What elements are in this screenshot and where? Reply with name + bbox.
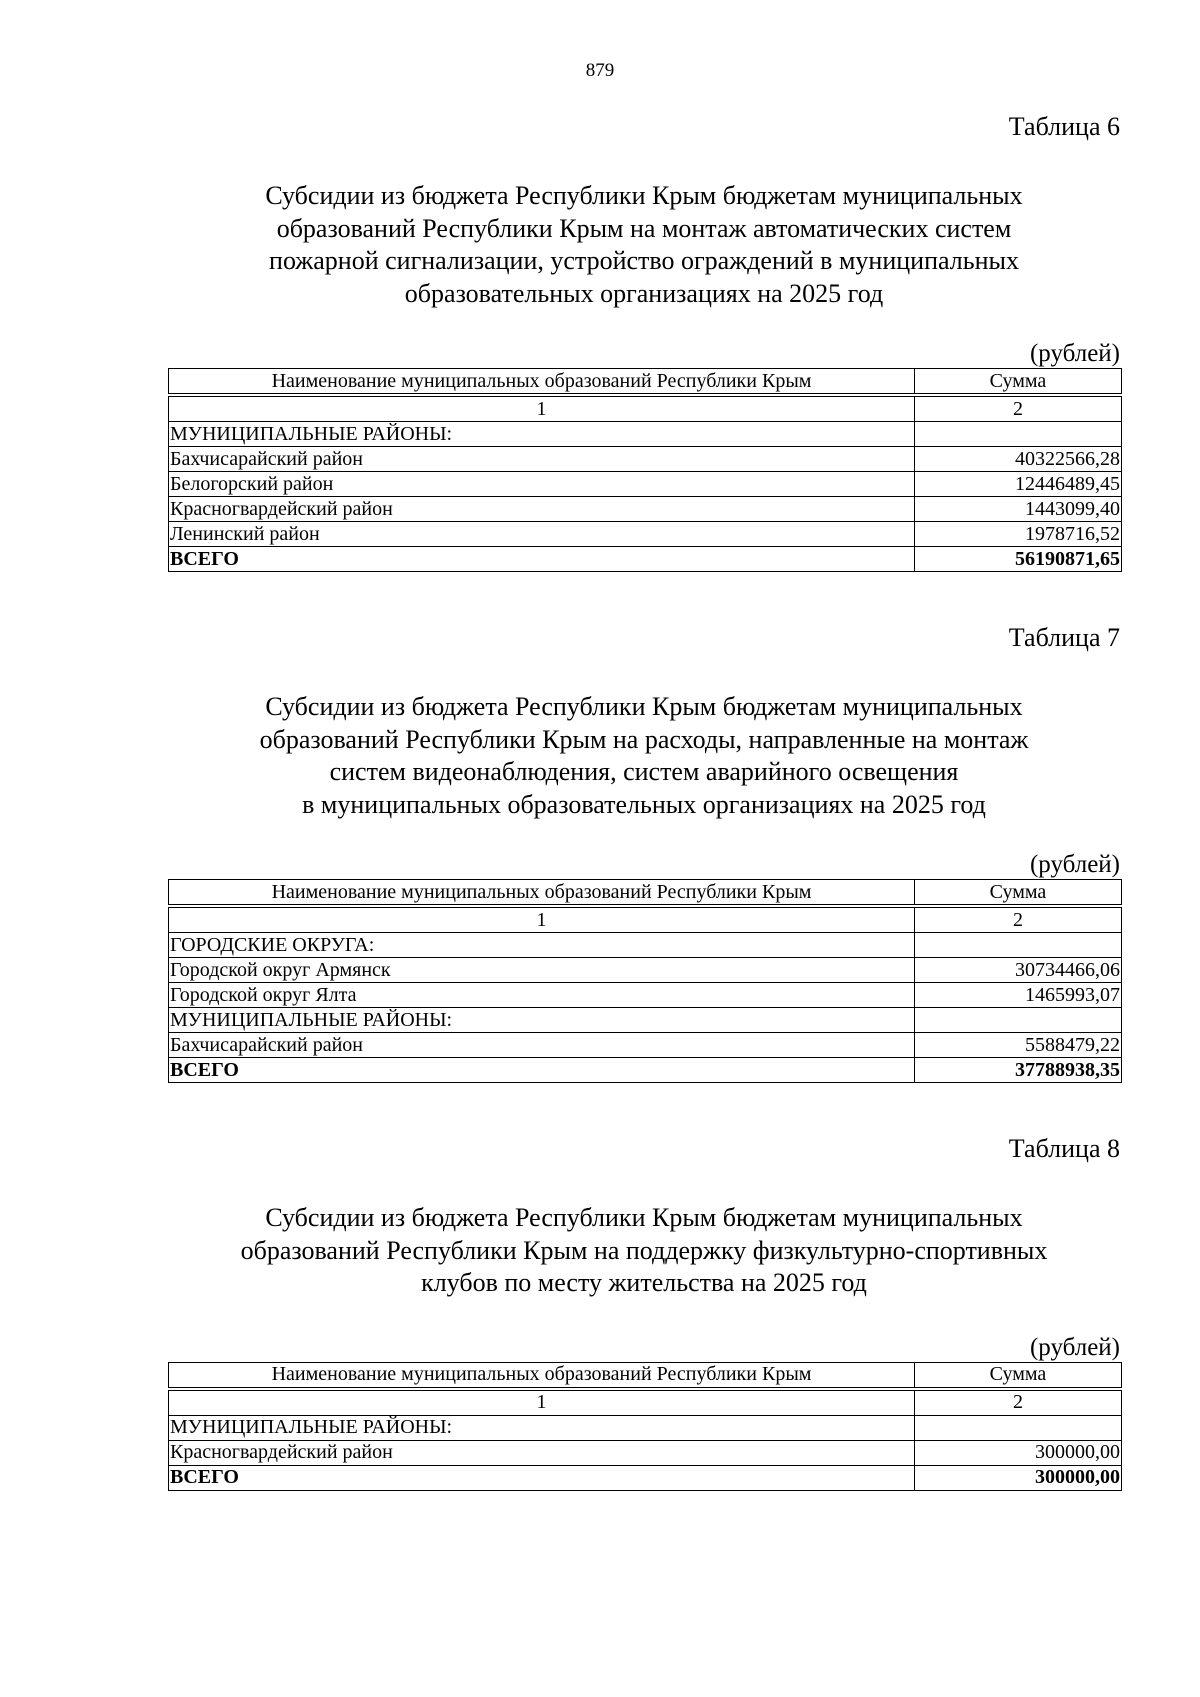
row-sum: 1465993,07: [915, 983, 1122, 1008]
unit-label: (рублей): [1029, 1333, 1120, 1361]
row-name: МУНИЦИПАЛЬНЫЕ РАЙОНЫ:: [169, 1415, 915, 1440]
data-table: [168, 1362, 1122, 1491]
table-row: [169, 958, 1122, 983]
column-number: 2: [915, 908, 1122, 933]
row-name: МУНИЦИПАЛЬНЫЕ РАЙОНЫ:: [169, 422, 915, 447]
table-label: Таблица 8: [1008, 1134, 1120, 1163]
row-sum: [915, 933, 1122, 958]
column-number: 1: [169, 908, 915, 933]
header-name: Наименование муниципальных образований Республики Крым: [169, 1362, 915, 1387]
total-name: ВСЕГО: [169, 547, 915, 572]
table-row: [169, 447, 1122, 472]
table-8-section: [168, 1134, 1120, 1491]
table-row: [169, 983, 1122, 1008]
total-name: ВСЕГО: [169, 1058, 915, 1083]
row-name: Бахчисарайский район: [169, 447, 915, 472]
title-line: систем видеонаблюдения, систем аварийного освещения: [329, 757, 959, 786]
column-number: 2: [915, 1390, 1122, 1415]
row-sum: 1443099,40: [915, 497, 1122, 522]
row-name: Красногвардейский район: [169, 1440, 915, 1465]
total-row: [169, 547, 1122, 572]
table-row: [169, 1415, 1122, 1440]
row-name: ГОРОДСКИЕ ОКРУГА:: [169, 933, 915, 958]
total-name: ВСЕГО: [169, 1465, 915, 1490]
unit-label: (рублей): [1029, 851, 1120, 878]
column-numbers-row: [169, 1390, 1122, 1415]
table-row: [169, 422, 1122, 447]
row-name: Городской округ Армянск: [169, 958, 915, 983]
row-sum: 1978716,52: [915, 522, 1122, 547]
row-name: Бахчисарайский район: [169, 1033, 915, 1058]
column-numbers-row: [169, 397, 1122, 422]
column-number: 1: [169, 397, 915, 422]
row-sum: 40322566,28: [915, 447, 1122, 472]
table-title: [168, 691, 1120, 821]
table-row: [169, 522, 1122, 547]
table-row: [169, 1440, 1122, 1465]
header-name: Наименование муниципальных образований Республики Крым: [169, 369, 915, 394]
header-name: Наименование муниципальных образований Республики Крым: [169, 880, 915, 905]
row-sum: [915, 422, 1122, 447]
table-row: [169, 933, 1122, 958]
table-row: [169, 1033, 1122, 1058]
row-name: Белогорский район: [169, 472, 915, 497]
header-sum: Сумма: [915, 1362, 1122, 1387]
table-row: [169, 1008, 1122, 1033]
title-line: Субсидии из бюджета Республики Крым бюджетам муниципальных: [265, 692, 1023, 721]
row-name: Красногвардейский район: [169, 497, 915, 522]
column-number: 2: [915, 397, 1122, 422]
row-name: Ленинский район: [169, 522, 915, 547]
total-row: [169, 1465, 1122, 1490]
title-line: Субсидии из бюджета Республики Крым бюджетам муниципальных: [265, 1203, 1023, 1232]
title-line: пожарной сигнализации, устройство ограждений в муниципальных: [269, 246, 1019, 275]
table-row: [169, 472, 1122, 497]
title-line: образовательных организациях на 2025 год: [404, 278, 884, 308]
title-line: Субсидии из бюджета Республики Крым бюджетам муниципальных: [265, 181, 1023, 210]
table-title: [168, 180, 1120, 310]
table-6-section: [168, 112, 1120, 572]
data-table: [168, 879, 1122, 1083]
total-sum: 300000,00: [915, 1465, 1122, 1490]
total-sum: 56190871,65: [915, 547, 1122, 572]
row-sum: [915, 1415, 1122, 1440]
unit-label: (рублей): [1029, 340, 1120, 367]
title-line: в муниципальных образовательных организациях на 2025 год: [302, 789, 986, 819]
row-sum: [915, 1008, 1122, 1033]
row-sum: 5588479,22: [915, 1033, 1122, 1058]
row-name: МУНИЦИПАЛЬНЫЕ РАЙОНЫ:: [169, 1008, 915, 1033]
row-sum: 300000,00: [915, 1440, 1122, 1465]
header-sum: Сумма: [915, 880, 1122, 905]
table-row: [169, 497, 1122, 522]
table-header-row: [169, 369, 1122, 394]
table-label: Таблица 6: [1008, 112, 1120, 141]
table-header-row: [169, 880, 1122, 905]
title-line: образований Республики Крым на монтаж автоматических систем: [276, 213, 1012, 243]
table-header-row: [169, 1362, 1122, 1387]
row-name: Городской округ Ялта: [169, 983, 915, 1008]
title-line: образований Республики Крым на расходы, направленные на монтаж: [259, 724, 1029, 754]
column-numbers-row: [169, 908, 1122, 933]
row-sum: 30734466,06: [915, 958, 1122, 983]
total-row: [169, 1058, 1122, 1083]
table-label: Таблица 7: [1008, 623, 1120, 652]
page-number: 879: [585, 60, 615, 81]
total-sum: 37788938,35: [915, 1058, 1122, 1083]
header-sum: Сумма: [915, 369, 1122, 394]
row-sum: 12446489,45: [915, 472, 1122, 497]
title-line: образований Республики Крым на поддержку физкультурно-спортивных: [240, 1235, 1048, 1265]
table-title: [168, 1202, 1120, 1300]
table-7-section: [168, 623, 1120, 1083]
column-number: 1: [169, 1390, 915, 1415]
data-table: [168, 368, 1122, 572]
title-line: клубов по месту жительства на 2025 год: [421, 1268, 867, 1297]
